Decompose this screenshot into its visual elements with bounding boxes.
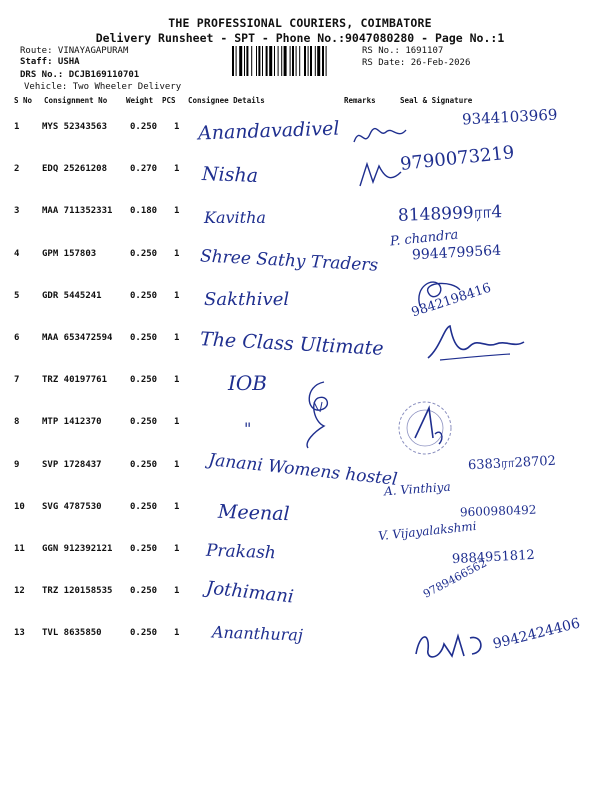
route-label: Route: VINAYAGAPURAM xyxy=(20,46,129,56)
row-weight: 0.250 xyxy=(130,375,158,386)
row-phone-handwritten: 9944799564 xyxy=(411,242,502,263)
row-weight: 0.270 xyxy=(130,164,158,175)
runsheet-subtitle: Delivery Runsheet - SPT - Phone No.:9047080280 - Page No.:1 xyxy=(95,31,505,45)
row-pcs: 1 xyxy=(174,290,180,301)
row-weight: 0.250 xyxy=(130,333,158,343)
col-sno: S No xyxy=(14,96,33,105)
row-pcs: 1 xyxy=(174,333,180,343)
row-sno: 1 xyxy=(14,122,20,132)
col-consignment: Consignment No xyxy=(44,96,108,105)
drs-number: DRS No.: DCJB169110701 xyxy=(20,70,140,80)
table-row xyxy=(0,227,600,279)
row-sno: 11 xyxy=(14,544,25,554)
row-remarks-handwritten: P. chandra xyxy=(389,227,460,250)
row-phone-handwritten: 9790073219 xyxy=(399,142,516,176)
signature-6 xyxy=(420,318,530,368)
row-consignee-handwritten: " xyxy=(244,419,252,439)
staff-label: Staff: USHA xyxy=(20,57,80,67)
row-consignee-handwritten: Janani Womens hostel xyxy=(207,449,399,490)
row-consignment-no: MTP 1412370 xyxy=(42,417,102,428)
row-consignment-no: GGN 912392121 xyxy=(42,544,113,554)
row-consignment-no: TVL 8635850 xyxy=(42,628,102,639)
row-sno: 8 xyxy=(14,417,20,428)
col-weight: Weight xyxy=(126,96,154,105)
row-weight: 0.250 xyxy=(130,544,158,554)
row-weight: 0.250 xyxy=(130,501,158,512)
rs-date: RS Date: 26-Feb-2026 xyxy=(362,58,471,68)
row-consignment-no: SVG 4787530 xyxy=(42,501,102,512)
row-consignment-no: GDR 5445241 xyxy=(42,290,102,301)
table-row xyxy=(0,616,600,658)
table-row xyxy=(0,194,600,236)
row-sno: 3 xyxy=(14,206,20,217)
row-consignment-no: MAA 653472594 xyxy=(42,333,113,343)
row-consignee-handwritten: The Class Ultimate xyxy=(199,328,385,360)
row-weight: 0.250 xyxy=(130,628,158,639)
row-consignee-handwritten: Jothimani xyxy=(205,577,295,608)
table-row xyxy=(0,279,600,321)
row-consignment-no: GPM 157803 xyxy=(42,248,97,259)
row-weight: 0.250 xyxy=(130,290,158,301)
row-pcs: 1 xyxy=(174,375,180,386)
table-row xyxy=(0,518,600,574)
table-row xyxy=(0,142,600,194)
row-sno: 7 xyxy=(14,375,20,386)
row-sno: 9 xyxy=(14,459,20,470)
rs-number: RS No.: 1691107 xyxy=(362,46,444,56)
row-sno: 12 xyxy=(14,586,25,597)
row-consignee-handwritten: Kavitha xyxy=(204,208,266,228)
row-pcs: 1 xyxy=(174,459,180,470)
row-consignee-handwritten: Prakash xyxy=(205,540,277,564)
row-weight: 0.250 xyxy=(130,459,158,470)
row-pcs: 1 xyxy=(174,501,180,512)
row-consignment-no: SVP 1728437 xyxy=(42,459,102,470)
signature-1 xyxy=(350,120,410,150)
row-pcs: 1 xyxy=(174,164,180,175)
row-consignee-handwritten: Meenal xyxy=(217,500,290,526)
row-phone-handwritten: 9600980492 xyxy=(459,502,537,520)
row-phone-handwritten: 8148999ரா4 xyxy=(397,202,503,227)
signature-13 xyxy=(410,626,500,666)
row-phone-handwritten: 9842198416 xyxy=(409,280,494,321)
row-sno: 4 xyxy=(14,248,20,259)
row-consignee-handwritten: Anandavadivel xyxy=(197,117,340,145)
row-sno: 6 xyxy=(14,333,20,343)
row-weight: 0.250 xyxy=(130,586,158,597)
row-pcs: 1 xyxy=(174,544,180,554)
row-remarks-handwritten: V. Vijayalakshmi xyxy=(377,518,478,544)
row-consignee-handwritten: IOB xyxy=(228,371,267,396)
row-consignment-no: TRZ 40197761 xyxy=(42,375,108,386)
row-phone-handwritten: 6383ரா28702 xyxy=(467,453,557,473)
row-weight: 0.250 xyxy=(130,417,158,428)
row-remarks-handwritten: A. Vinthiya xyxy=(383,479,452,499)
col-pcs: PCS xyxy=(162,96,176,105)
row-weight: 0.250 xyxy=(130,248,158,259)
row-phone-handwritten: 9789466562 xyxy=(421,556,489,601)
row-sno: 5 xyxy=(14,290,20,301)
table-row xyxy=(0,448,600,490)
row-weight: 0.180 xyxy=(130,206,158,217)
row-phone-handwritten: 9344103969 xyxy=(461,105,558,129)
row-consignment-no: MAA 711352331 xyxy=(42,206,113,217)
row-consignment-no: EDQ 25261208 xyxy=(42,164,108,175)
row-pcs: 1 xyxy=(174,248,180,259)
col-remarks: Remarks xyxy=(344,96,376,105)
table-row xyxy=(0,479,600,532)
row-pcs: 1 xyxy=(174,628,180,639)
bank-stamp-icon xyxy=(385,398,465,458)
row-consignee-handwritten: Nisha xyxy=(201,163,259,188)
col-consignee: Consignee Details xyxy=(188,96,265,105)
col-seal-signature: Seal & Signature xyxy=(400,96,473,105)
signature-2 xyxy=(355,158,405,192)
row-consignment-no: TRZ 120158535 xyxy=(42,586,113,597)
row-pcs: 1 xyxy=(174,122,180,132)
row-pcs: 1 xyxy=(174,417,180,428)
signature-5 xyxy=(410,272,470,312)
row-phone-handwritten: 9942424406 xyxy=(491,615,582,653)
row-consignee-handwritten: Ananthuraj xyxy=(211,622,304,645)
barcode-image xyxy=(232,46,356,76)
row-sno: 2 xyxy=(14,164,20,175)
row-pcs: 1 xyxy=(174,206,180,217)
row-phone-handwritten: 9884951812 xyxy=(451,547,536,568)
row-weight: 0.250 xyxy=(130,122,158,132)
row-consignee-handwritten: Shree Sathy Traders xyxy=(199,245,379,276)
signature-7 xyxy=(284,372,344,452)
company-title: THE PROFESSIONAL COURIERS, COIMBATORE xyxy=(168,16,432,30)
row-consignment-no: MYS 52343563 xyxy=(42,122,108,132)
row-sno: 10 xyxy=(14,501,25,512)
row-sno: 13 xyxy=(14,628,25,639)
row-consignee-handwritten: Sakthivel xyxy=(204,288,290,310)
vehicle-label: Vehicle: Two Wheeler Delivery xyxy=(24,82,182,92)
row-pcs: 1 xyxy=(174,586,180,597)
